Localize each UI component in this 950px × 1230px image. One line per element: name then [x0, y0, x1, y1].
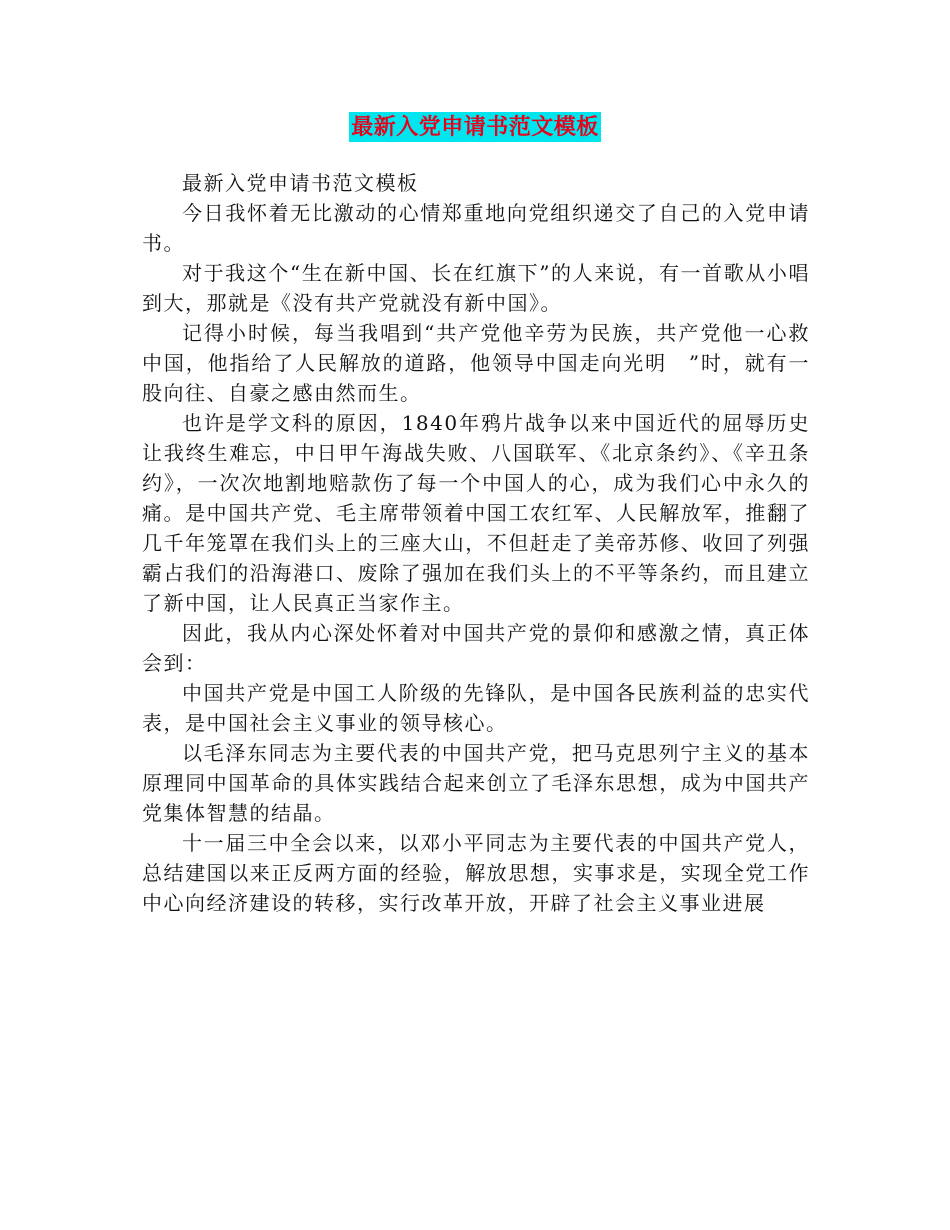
paragraph: 也许是学文科的原因，1840年鸦片战争以来中国近代的屈辱历史让我终生难忘，中日甲午海战失败、八国联军、《北京条约》、《辛丑条约》，一次次地割地赔款伤了每一个中国人的心，成为我们心中永久的痛。是中国共产党、毛主席带领着中国工农红军、人民解放军，推翻了几千年笼罩在我们头上的三座大山，不但赶走了美帝苏修、收回了列强霸占我们的沿海港口、废除了强加在我们头上的不平等条约，而且建立了新中国，让人民真正当家作主。: [142, 411, 810, 615]
document-title: 最新入党申请书范文模板: [351, 114, 599, 140]
paragraph: 记得小时候，每当我唱到“共产党他辛劳为民族，共产党他一心救中国，他指给了人民解放的道路，他领导中国走向光明 ”时，就有一股向往、自豪之感由然而生。: [142, 321, 810, 405]
paragraph: 以毛泽东同志为主要代表的中国共产党，把马克思列宁主义的基本原理同中国革命的具体实践结合起来创立了毛泽东思想，成为中国共产党集体智慧的结晶。: [142, 741, 810, 825]
paragraph: 最新入党申请书范文模板: [182, 171, 419, 195]
paragraph: 因此，我从内心深处怀着对中国共产党的景仰和感激之情，真正体会到：: [142, 621, 810, 675]
paragraph: 对于我这个“生在新中国、长在红旗下”的人来说，有一首歌从小唱到大，那就是《没有共产党就没有新中国》。: [142, 261, 810, 315]
paragraph: 十一届三中全会以来，以邓小平同志为主要代表的中国共产党人，总结建国以来正反两方面的经验，解放思想，实事求是，实现全党工作中心向经济建设的转移，实行改革开放，开辟了社会主义事业进展: [142, 831, 810, 915]
title-container: [0, 112, 950, 142]
document-body: [142, 168, 810, 918]
paragraph: 中国共产党是中国工人阶级的先锋队，是中国各民族利益的忠实代表，是中国社会主义事业的领导核心。: [142, 681, 810, 735]
paragraph: 今日我怀着无比激动的心情郑重地向党组织递交了自己的入党申请书。: [142, 201, 810, 255]
